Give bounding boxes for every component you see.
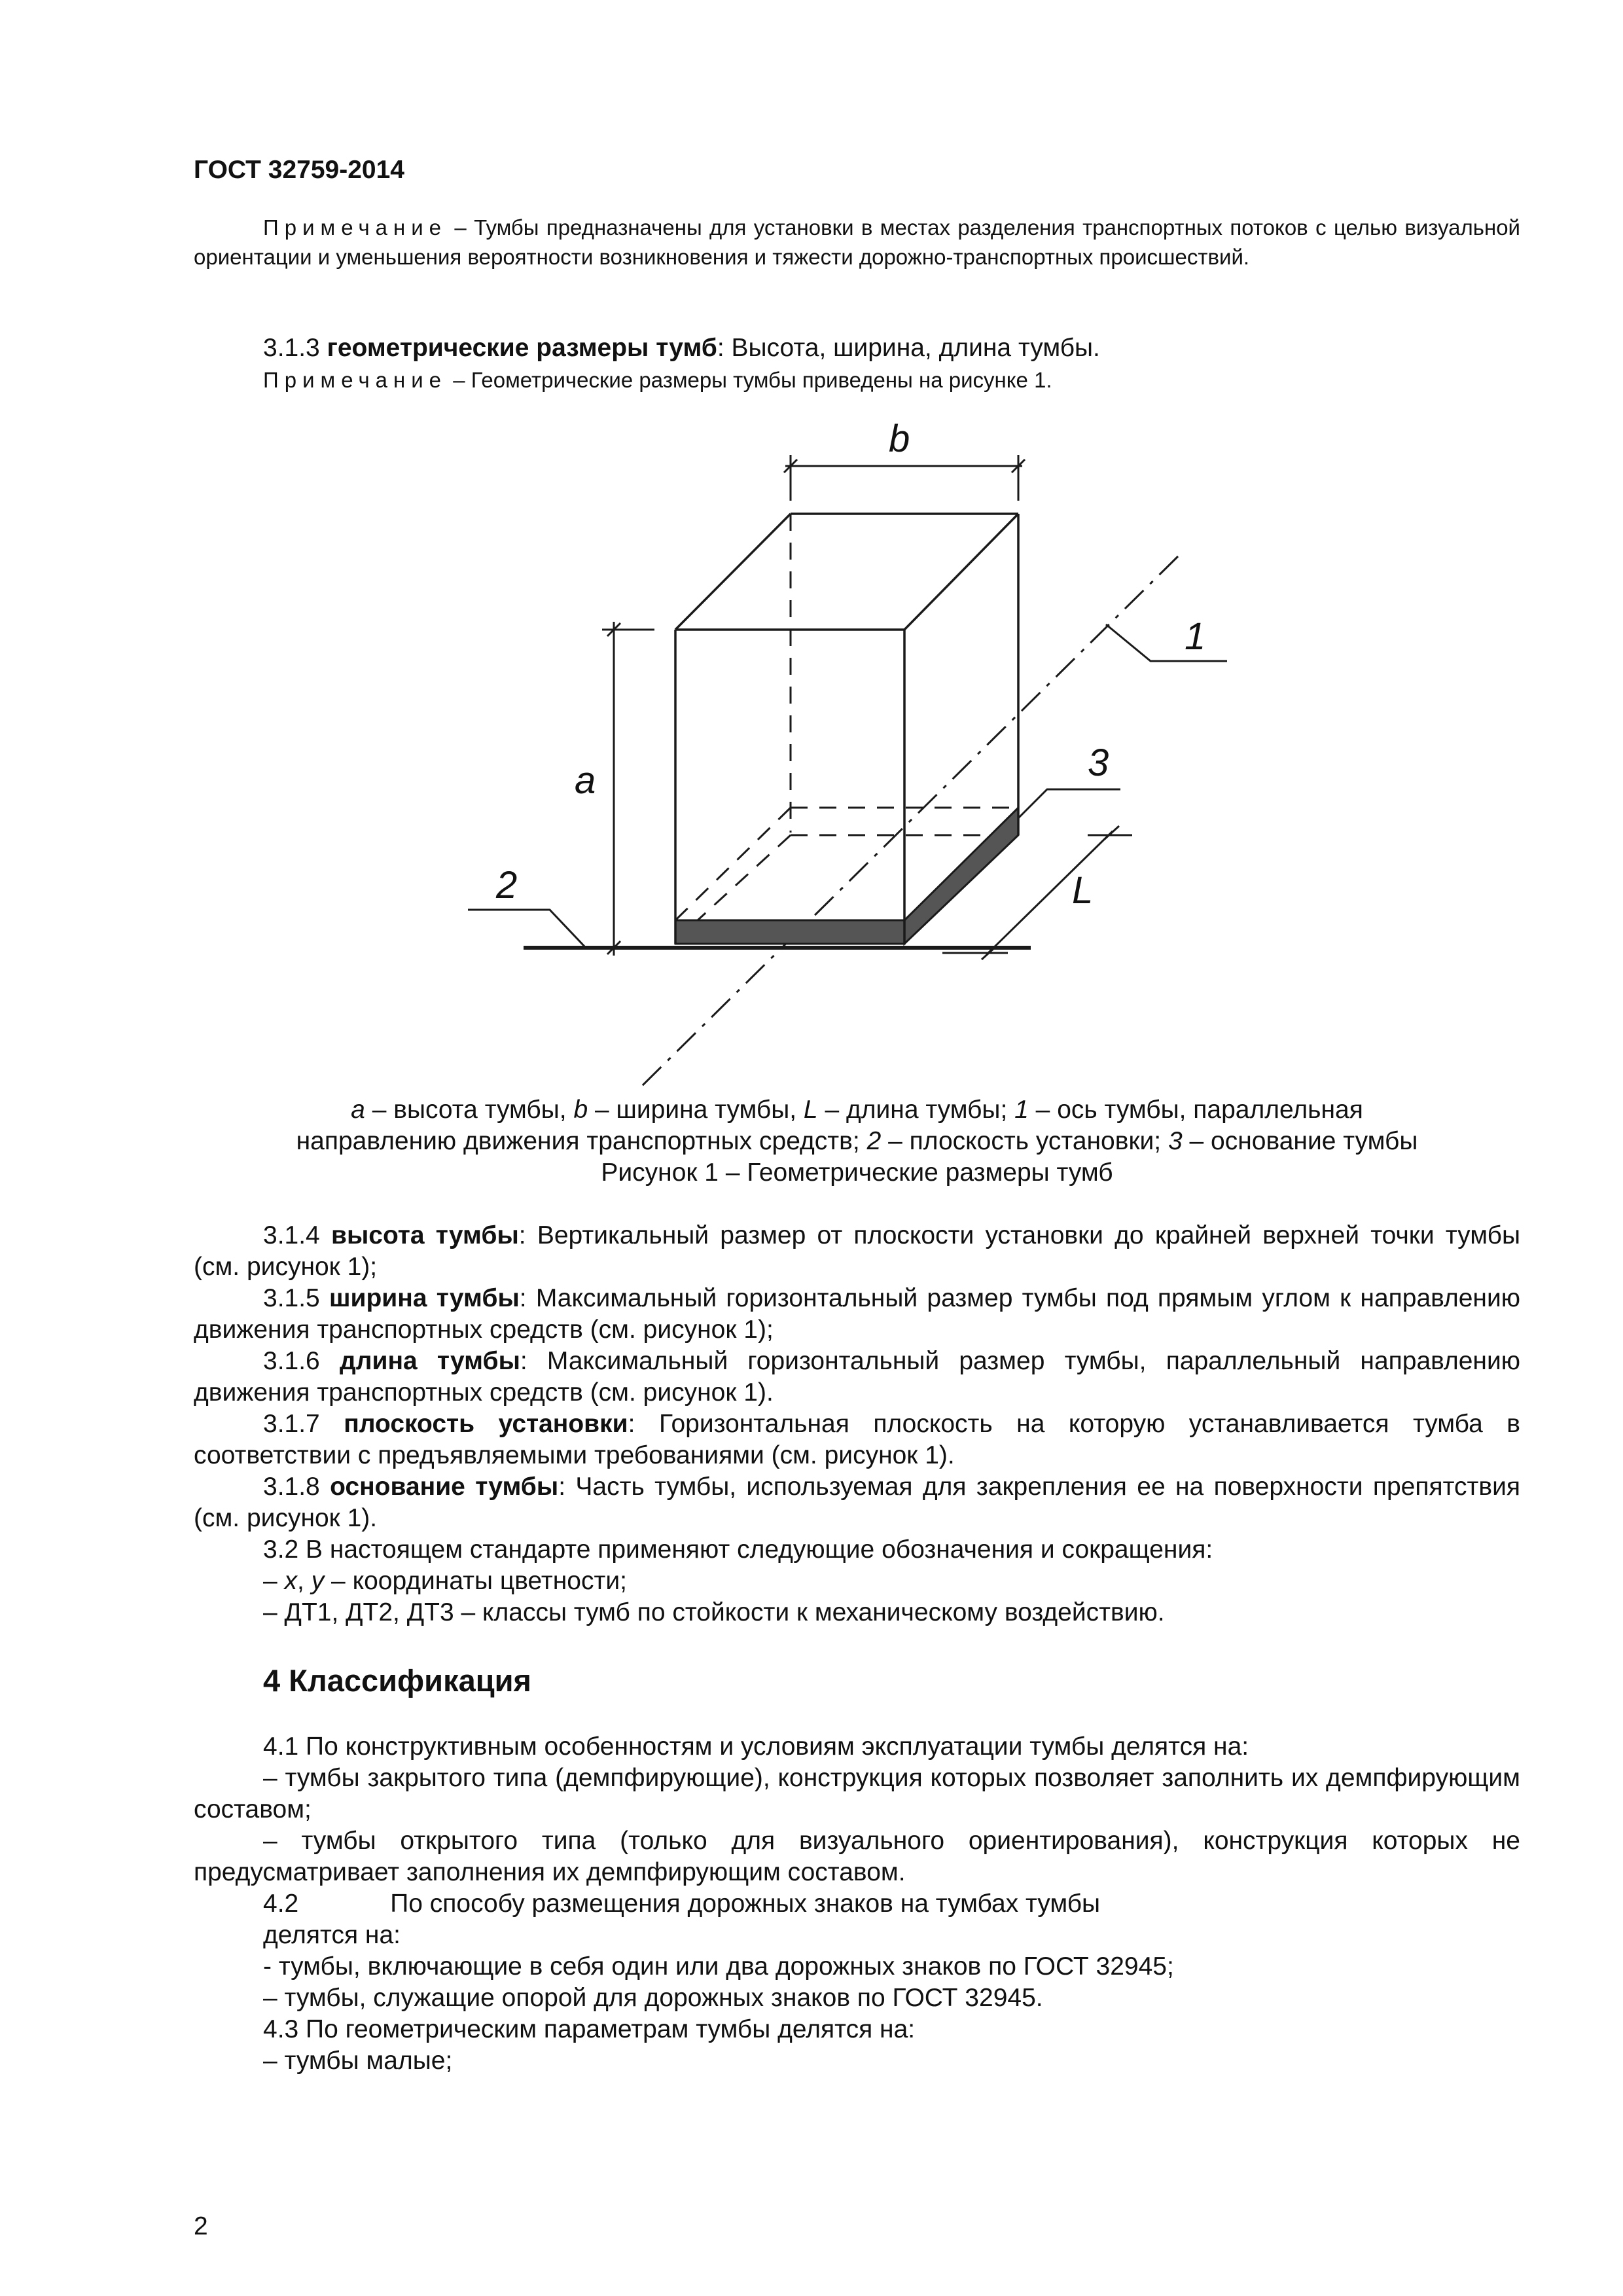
list-item-with-signs: - тумбы, включающие в себя один или два дорожных знаков по ГОСТ 32945;: [263, 1952, 1174, 1981]
list-item-coordinates: – x, y – координаты цветности;: [263, 1567, 627, 1595]
definitions-list: [194, 1220, 1520, 1628]
leader-1: [1106, 624, 1227, 661]
base-side: [904, 808, 1018, 944]
leader-2: [468, 910, 586, 948]
note-label: Примечание: [263, 368, 448, 392]
document-header: ГОСТ 32759-2014: [194, 156, 404, 184]
page-number: 2: [194, 2212, 208, 2240]
label-3: 3: [1088, 742, 1109, 784]
legend-line-1: a – высота тумбы, b – ширина тумбы, L – длина тумбы; 1 – ось тумбы, параллельная: [351, 1096, 1363, 1124]
definition-3-1-7: 3.1.7 плоскость установки: Горизонтальная плоскость на которую устанавливается тумба в соответствии с предъявляемыми требованиями (см. рисунок 1).: [194, 1410, 1520, 1469]
definition-3-1-5: 3.1.5 ширина тумбы: Максимальный горизонтальный размер тумбы под прямым углом к направлению движения транспортных средств (см. рисунок 1);: [194, 1284, 1520, 1344]
definition-3-1-4: 3.1.4 высота тумбы: Вертикальный размер от плоскости установки до крайней верхней точки тумбы (см. рисунок 1);: [194, 1221, 1520, 1281]
leader-3: [1018, 789, 1120, 818]
section-4-body: [194, 1731, 1520, 2077]
base-front: [675, 920, 904, 944]
list-item-small: – тумбы малые;: [263, 2047, 453, 2075]
list-item-sign-support: – тумбы, служащие опорой для дорожных знаков по ГОСТ 32945.: [263, 1984, 1043, 2012]
definition-3-1-6: 3.1.6 длина тумбы: Максимальный горизонтальный размер тумбы, параллельный направлению движения транспортных средств (см. рисунок 1).: [194, 1347, 1520, 1407]
axis-line: [638, 556, 1178, 1090]
definition-3-1-8: 3.1.8 основание тумбы: Часть тумбы, используемая для закрепления ее на поверхности препятствия (см. рисунок 1).: [194, 1473, 1520, 1532]
paragraph-3-2: 3.2 В настоящем стандарте применяют следующие обозначения и сокращения:: [263, 1535, 1213, 1564]
label-a: a: [575, 759, 596, 802]
def-term: геометрические размеры тумб: [327, 334, 717, 362]
label-b: b: [889, 418, 910, 460]
list-item-open-type: – тумбы открытого типа (только для визуального ориентирования), конструкция которых не предусматривает заполнения их демпфирующим составом.: [194, 1827, 1520, 1886]
figure-legend: [194, 1094, 1520, 1189]
label-L: L: [1072, 869, 1094, 912]
figure-1-diagram: [0, 0, 1623, 1113]
label-1: 1: [1185, 615, 1206, 658]
paragraph-4-2: 4.2 По способу размещения дорожных знаков на тумбах тумбы: [263, 1890, 1101, 1918]
paragraph-4-2-cont: делятся на:: [263, 1921, 401, 1949]
legend-line-2: направлению движения транспортных средств; 2 – плоскость установки; 3 – основание тумбы: [296, 1127, 1418, 1155]
section-4-title: 4 Классификация: [263, 1663, 531, 1698]
note-text: – Геометрические размеры тумбы приведены на рисунке 1.: [453, 368, 1052, 392]
note-label: Примечание: [263, 215, 448, 240]
def-number: 3.1.3: [263, 334, 320, 362]
def-text: : Высота, ширина, длина тумбы.: [717, 334, 1100, 362]
list-item-classes: – ДТ1, ДТ2, ДТ3 – классы тумб по стойкости к механическому воздействию.: [263, 1598, 1165, 1626]
figure-caption: Рисунок 1 – Геометрические размеры тумб: [601, 1158, 1113, 1187]
label-2: 2: [496, 864, 518, 906]
paragraph-4-3: 4.3 По геометрическим параметрам тумбы делятся на:: [263, 2015, 916, 2043]
paragraph-4-1: 4.1 По конструктивным особенностям и условиям эксплуатации тумбы делятся на:: [263, 1732, 1249, 1761]
note-text: – Тумбы предназначены для установки в местах разделения транспортных потоков с целью визуальной ориентации и уменьшения вероятности возникновения и тяжести дорожно-транспортных происшествий.: [194, 215, 1520, 269]
list-item-closed-type: – тумбы закрытого типа (демпфирующие), конструкция которых позволяет заполнить их демпфирующим составом;: [194, 1764, 1520, 1823]
